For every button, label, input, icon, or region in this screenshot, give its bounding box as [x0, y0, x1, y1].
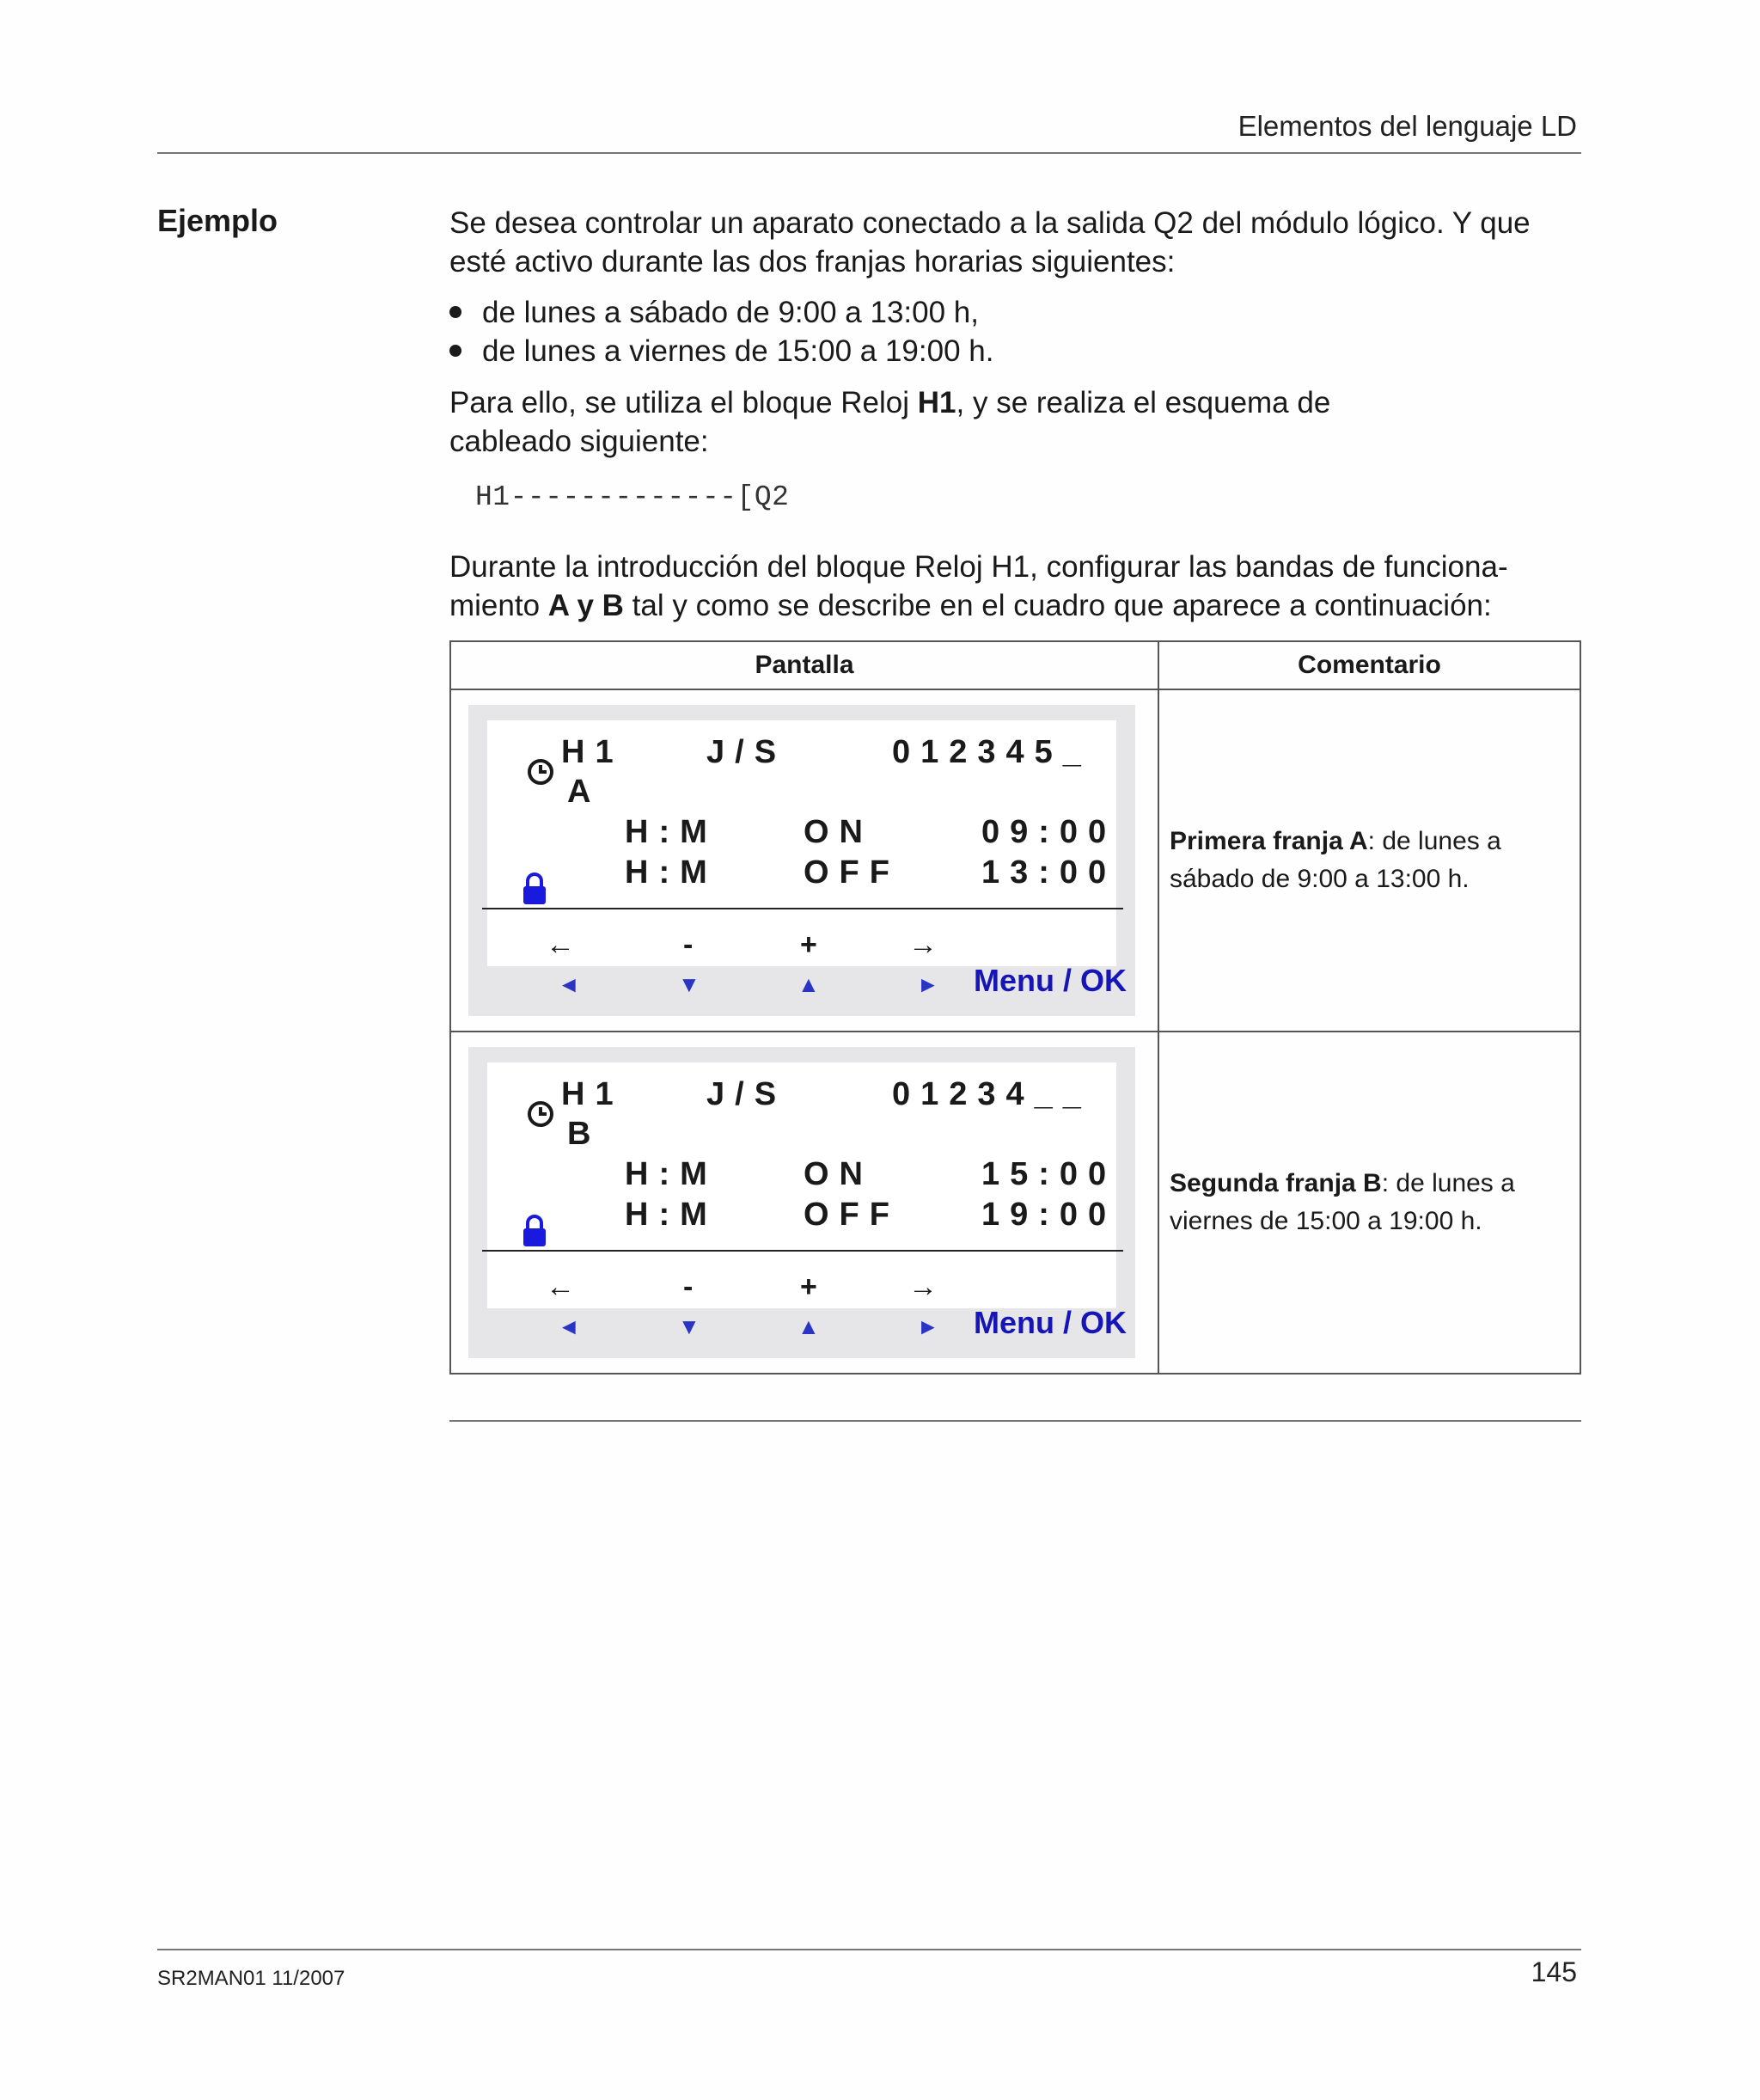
nav-left-icon[interactable]: ◄: [558, 971, 580, 997]
intro-line-1: Se desea controlar un aparato conectado a la salida Q2 del módulo lógico. Y que: [449, 206, 1531, 240]
lcd-off-state: OFF: [804, 854, 900, 891]
bullet-item: [449, 293, 979, 332]
para3-text: miento: [449, 589, 548, 622]
comment-cell: [1158, 1032, 1580, 1374]
lcd-right-key[interactable]: →: [908, 928, 938, 961]
para2-line-2: cableado siguiente:: [449, 425, 709, 458]
config-table: [449, 640, 1581, 1374]
para2-bold: H1: [917, 386, 956, 419]
column-header-screen: Pantalla: [450, 641, 1158, 689]
lcd-plus-key[interactable]: +: [800, 1270, 817, 1303]
lcd-separator: [482, 1250, 1123, 1252]
lcd-off-label: H:M: [625, 854, 718, 891]
bullet-item: [449, 332, 993, 370]
para2-text: Para ello, se utiliza el bloque Reloj: [449, 386, 918, 419]
lcd-right-key[interactable]: →: [908, 1270, 938, 1303]
lcd-days-mode: J/S: [706, 734, 787, 770]
lcd-off-label: H:M: [625, 1197, 718, 1233]
lock-icon: [522, 1214, 547, 1248]
lcd-off-state: OFF: [804, 1197, 900, 1233]
para2-line-1: [449, 383, 1567, 422]
screen-cell: [450, 1032, 1158, 1374]
table-header-row: [450, 641, 1580, 689]
menu-ok-button[interactable]: Menu / OK: [974, 1305, 1127, 1340]
header-rule: [157, 152, 1581, 154]
bullet-dot-icon: [449, 306, 461, 318]
comment-text: : de lunes a sábado de 9:00 a 13:00 h.: [1170, 827, 1501, 893]
bullet-text: de lunes a viernes de 15:00 a 19:00 h.: [482, 334, 994, 368]
page-number: 145: [1531, 1956, 1577, 1987]
para2-text: , y se realiza el esquema de: [956, 386, 1331, 419]
section-end-rule: [449, 1420, 1581, 1422]
lcd-screen: [487, 1062, 1116, 1308]
lcd-minus-key[interactable]: -: [683, 1270, 694, 1303]
para3-line-1: Durante la introducción del bloque Reloj H1, configurar las bandas de funciona-: [449, 550, 1508, 584]
lcd-off-time: 13:00: [981, 854, 1117, 891]
lcd-block-name: H1: [561, 1076, 624, 1112]
footer-doc-id: SR2MAN01 11/2007: [157, 1967, 345, 1990]
nav-right-icon[interactable]: ►: [917, 1313, 939, 1339]
lcd-left-key[interactable]: ←: [546, 1270, 575, 1303]
nav-down-icon[interactable]: ▼: [678, 1313, 700, 1339]
lcd-on-label: H:M: [625, 814, 718, 850]
wiring-diagram: H1-------------[Q2: [475, 481, 790, 513]
lcd-display: [468, 1047, 1135, 1358]
para3-line-2: [449, 586, 1567, 625]
lcd-days: 012345_: [892, 734, 1091, 770]
lcd-on-time: 09:00: [981, 814, 1117, 850]
clock-icon: [526, 757, 555, 787]
lcd-on-label: H:M: [625, 1156, 718, 1192]
nav-up-icon[interactable]: ▲: [798, 971, 820, 997]
lcd-minus-key[interactable]: -: [683, 928, 694, 961]
menu-ok-button[interactable]: Menu / OK: [974, 963, 1127, 998]
lcd-on-time: 15:00: [981, 1156, 1117, 1192]
comment-cell: [1158, 689, 1580, 1032]
lcd-band: B: [567, 1116, 602, 1152]
running-header: Elementos del lenguaje LD: [1238, 110, 1577, 142]
lcd-band: A: [567, 774, 602, 810]
lcd-block-name: H1: [561, 734, 624, 770]
lcd-on-state: ON: [804, 1156, 873, 1192]
lcd-separator: [482, 908, 1123, 909]
section-label: Ejemplo: [157, 203, 278, 238]
lock-icon: [522, 872, 547, 906]
lcd-days-mode: J/S: [706, 1076, 787, 1112]
screen-cell: [450, 689, 1158, 1032]
lcd-screen: [487, 720, 1116, 966]
nav-down-icon[interactable]: ▼: [678, 971, 700, 997]
comment-bold: Segunda franja B: [1170, 1169, 1382, 1197]
lcd-left-key[interactable]: ←: [546, 928, 575, 961]
table-row: [450, 689, 1580, 1032]
comment-text: : de lunes a viernes de 15:00 a 19:00 h.: [1170, 1169, 1515, 1235]
intro-line-2: esté activo durante las dos franjas horarias siguientes:: [449, 245, 1176, 279]
bullet-dot-icon: [449, 345, 461, 357]
lcd-days: 01234__: [892, 1076, 1091, 1112]
lcd-plus-key[interactable]: +: [800, 928, 817, 961]
column-header-comment: Comentario: [1158, 641, 1580, 689]
nav-right-icon[interactable]: ►: [917, 971, 939, 997]
nav-left-icon[interactable]: ◄: [558, 1313, 580, 1339]
lcd-on-state: ON: [804, 814, 873, 850]
nav-up-icon[interactable]: ▲: [798, 1313, 820, 1339]
table-row: [450, 1032, 1580, 1374]
lcd-off-time: 19:00: [981, 1197, 1117, 1233]
comment-bold: Primera franja A: [1170, 827, 1368, 855]
bullet-text: de lunes a sábado de 9:00 a 13:00 h,: [482, 296, 979, 329]
para3-bold: A y B: [547, 589, 624, 622]
para3-text: tal y como se describe en el cuadro que aparece a continuación:: [623, 589, 1492, 622]
lcd-display: [468, 705, 1135, 1016]
clock-icon: [526, 1099, 555, 1129]
footer-rule: [157, 1949, 1581, 1950]
